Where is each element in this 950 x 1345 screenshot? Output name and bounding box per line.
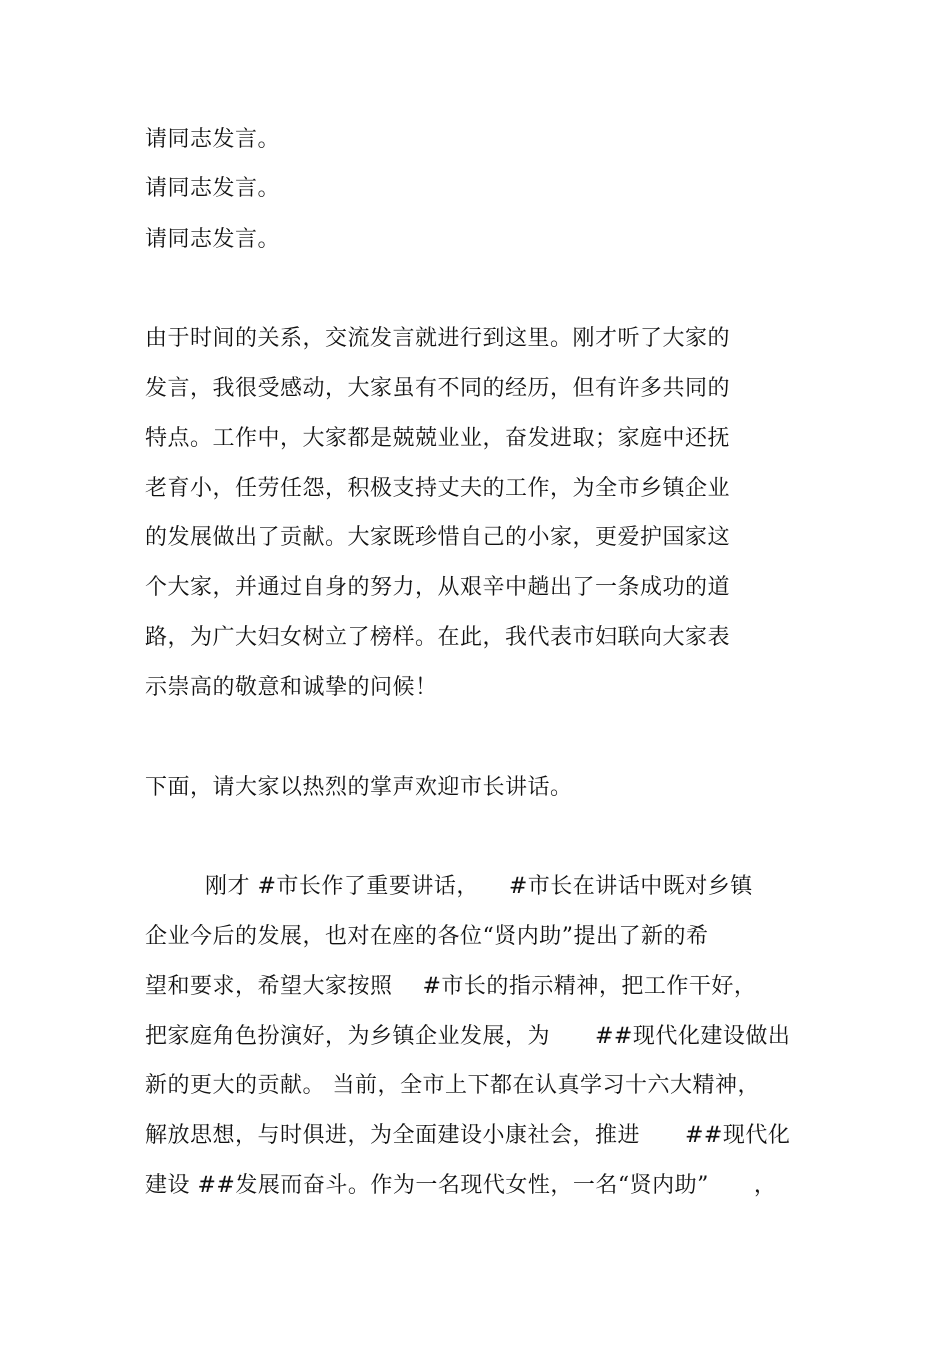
text-line: 发言，我很受感动，大家虽有不同的经历，但有许多共同的	[145, 376, 731, 401]
text-line: 老育小，任劳任怨，积极支持丈夫的工作，为全市乡镇企业	[145, 476, 731, 501]
text-line: 望和要求，希望大家按照 #市长的指示精神，把工作干好，	[145, 974, 757, 999]
text-line: 由于时间的关系，交流发言就进行到这里。刚才听了大家的	[145, 326, 731, 351]
text-line: 请同志发言。	[145, 227, 281, 252]
text-line: 刚才 #市长作了重要讲话， #市长在讲话中既对乡镇	[145, 874, 753, 899]
text-line: 请同志发言。	[145, 127, 281, 152]
text-line: 个大家，并通过自身的努力，从艰辛中趟出了一条成功的道	[145, 575, 731, 600]
text-line: 解放思想，与时俱进，为全面建设小康社会，推进 ##现代化	[145, 1123, 791, 1148]
text-line: 新的更大的贡献。 当前，全市上下都在认真学习十六大精神，	[145, 1073, 760, 1098]
text-line: 的发展做出了贡献。大家既珍惜自己的小家，更爱护国家这	[145, 525, 731, 550]
text-line: 企业今后的发展，也对在座的各位“贤内助”提出了新的希	[145, 924, 709, 949]
text-line: 建设 ##发展而奋斗。作为一名现代女性，一名“贤内助” ，	[145, 1173, 777, 1198]
text-line: 特点。工作中，大家都是兢兢业业，奋发进取；家庭中还抚	[145, 426, 731, 451]
text-line: 把家庭角色扮演好，为乡镇企业发展，为 ##现代化建设做出	[145, 1024, 791, 1049]
text-line: 请同志发言。	[145, 176, 281, 201]
text-line: 下面，请大家以热烈的掌声欢迎市长讲话。	[145, 775, 573, 800]
text-line: 路，为广大妇女树立了榜样。在此，我代表市妇联向大家表	[145, 625, 731, 650]
text-line: 示崇高的敬意和诚挚的问候！	[145, 675, 438, 700]
